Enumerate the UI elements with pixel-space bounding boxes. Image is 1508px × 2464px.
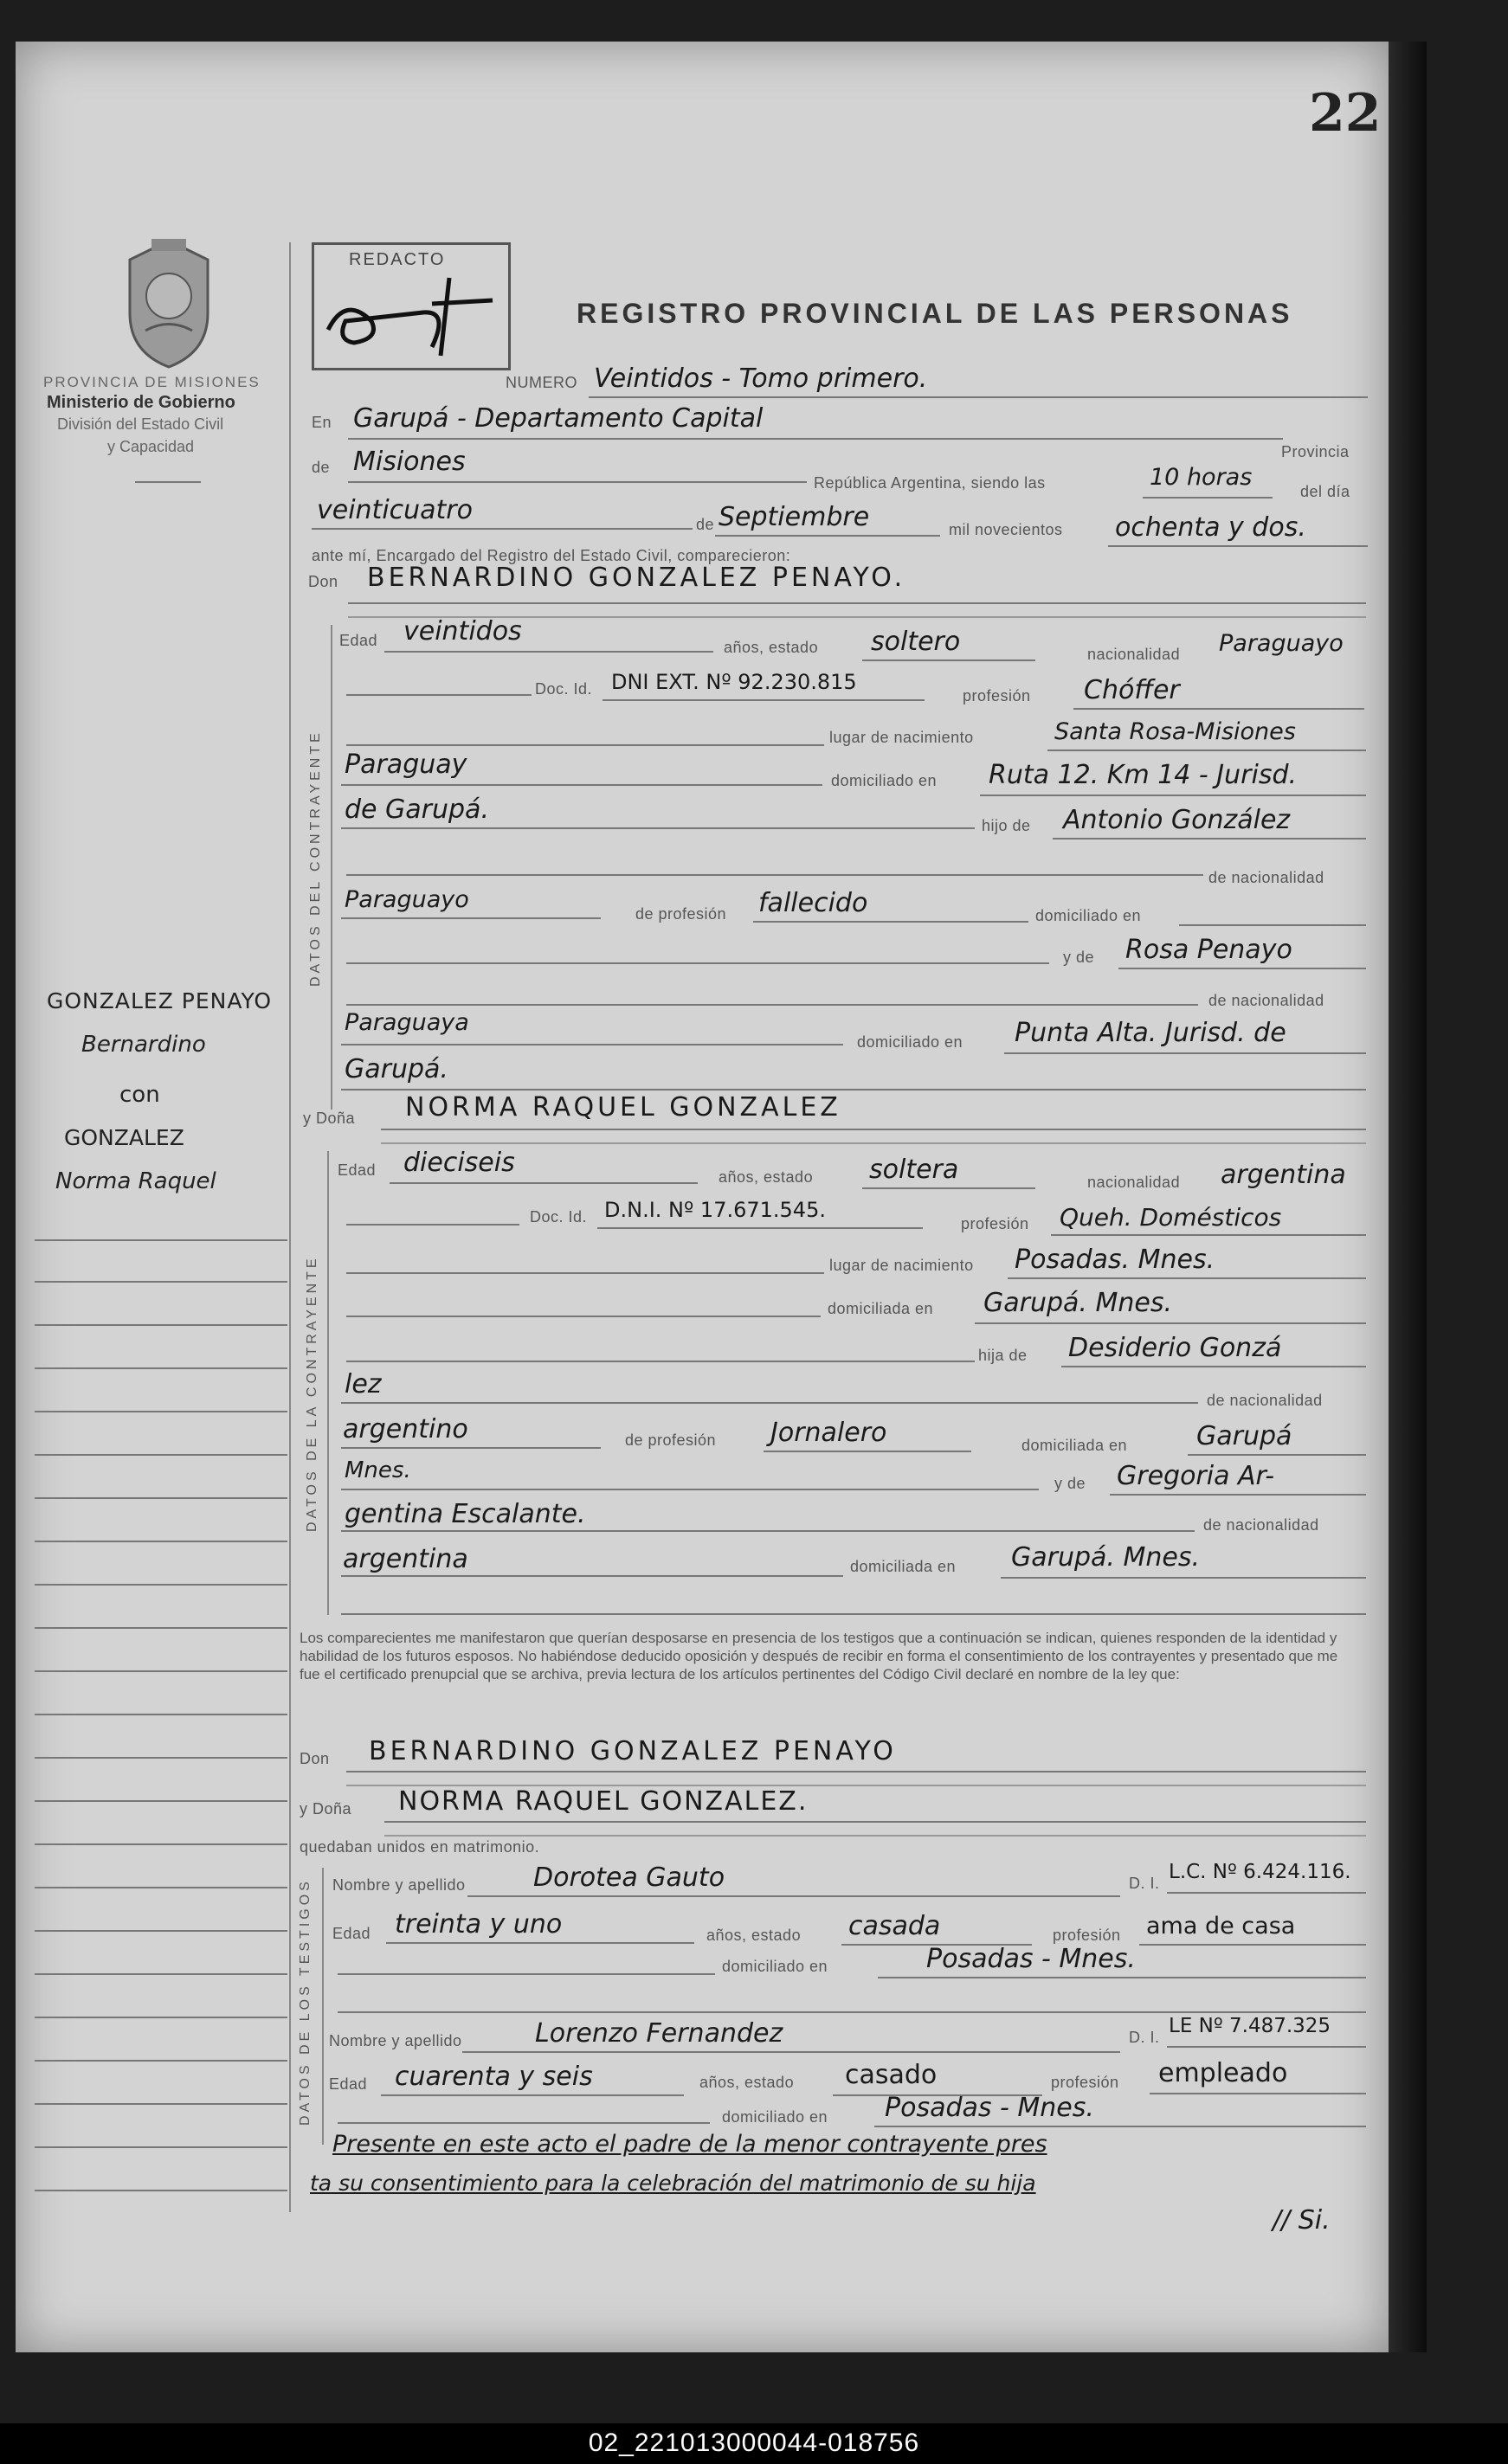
testigos-bracket — [322, 1868, 324, 2145]
a-end-line — [341, 1613, 1366, 1615]
margin-rule — [35, 1541, 287, 1542]
c-domicilio-line — [980, 795, 1366, 796]
margin-rule — [35, 1411, 287, 1412]
c-lugar2-line — [341, 784, 822, 786]
c-hijo-label: hijo de — [982, 817, 1031, 834]
don-line — [348, 602, 1366, 604]
c-edad-value: veintidos — [403, 616, 522, 647]
contrayente-bracket — [331, 625, 332, 1110]
a-domicilio-pre-line — [346, 1316, 821, 1317]
a-dom-label: domiciliada en — [1021, 1437, 1128, 1454]
margin-rule — [35, 1757, 287, 1759]
t2-edad-label: Edad — [329, 2075, 368, 2093]
dia-value: veinticuatro — [317, 495, 473, 525]
a-padre-nac-value: argentino — [343, 1414, 468, 1444]
margin-rule — [35, 1627, 287, 1629]
a-madre-line — [1110, 1494, 1366, 1496]
c-domicilio-value: Ruta 12. Km 14 - Jurisd. — [989, 760, 1298, 790]
a-domicilio-line — [975, 1322, 1366, 1324]
don-value: BERNARDINO GONZALEZ PENAYO. — [367, 563, 906, 593]
document-title: REGISTRO PROVINCIAL DE LAS PERSONAS — [577, 298, 1293, 329]
c-madre-dom-label: domiciliado en — [857, 1033, 963, 1051]
c-end-line — [341, 1089, 1366, 1090]
t2-nombre-label: Nombre y apellido — [329, 2032, 462, 2049]
decl-don-value: BERNARDINO GONZALEZ PENAYO — [369, 1736, 897, 1766]
book-binding — [1389, 42, 1427, 2352]
t2-nombre-line — [462, 2051, 1120, 2053]
c-lugar-value: Santa Rosa-Misiones — [1054, 718, 1296, 745]
c-madre-value: Rosa Penayo — [1125, 935, 1292, 965]
ministry-line-4: y Capacidad — [107, 438, 195, 455]
t2-dom-line — [874, 2126, 1366, 2127]
c-padre-dom-line — [1179, 924, 1366, 926]
a-de-prof-label: de profesión — [625, 1431, 717, 1449]
c-profesion-label: profesión — [963, 687, 1031, 704]
c-madre-dom-line — [1004, 1052, 1366, 1054]
a-edad-value: dieciseis — [403, 1148, 515, 1178]
a-anos-label: años, estado — [719, 1168, 814, 1186]
a-lugar-label: lugar de nacimiento — [829, 1257, 974, 1274]
a-madre-de-nac-label: de nacionalidad — [1203, 1516, 1319, 1534]
a-profesion-label: profesión — [961, 1215, 1029, 1232]
c-anos-label: años, estado — [724, 639, 819, 656]
margin-note-line-4: GONZALEZ — [64, 1125, 184, 1150]
a-doc-pre-line — [346, 1224, 519, 1226]
coat-of-arms-emblem — [113, 235, 225, 374]
c-doc-label: Doc. Id. — [535, 680, 593, 698]
decl-dona-line — [384, 1821, 1366, 1823]
a-padre2-line — [341, 1402, 1198, 1404]
decl-don-line — [346, 1771, 1366, 1772]
margin-rule — [35, 1714, 287, 1715]
ante-text: ante mí, Encargado del Registro del Estado Civil, comparecieron: — [312, 547, 791, 564]
t2-edad-line — [381, 2094, 684, 2096]
margin-note-line-5: Norma Raquel — [55, 1168, 216, 1194]
hora-line — [1143, 497, 1273, 499]
c-de-prof-label: de profesión — [635, 905, 727, 923]
a-lugar-pre-line — [346, 1272, 824, 1274]
a-profesion-line — [1051, 1234, 1366, 1236]
a-de-nac-label: de nacionalidad — [1207, 1392, 1323, 1409]
a-nacionalidad-label: nacionalidad — [1087, 1174, 1181, 1191]
a-domicilio-label: domiciliada en — [828, 1300, 934, 1317]
page-number: 22 — [1309, 83, 1382, 144]
c-estado-line — [862, 659, 1035, 661]
margin-rule — [35, 1367, 287, 1369]
signature-scribble — [319, 261, 501, 364]
margin-rule — [35, 2190, 287, 2191]
nota-line-1: Presente en este acto el padre de la menor contrayente pres — [332, 2131, 1047, 2158]
c-padre-prof-value: fallecido — [758, 888, 868, 918]
nota-line-3: // Si. — [1273, 2205, 1331, 2236]
stamp-label: REDACTO — [349, 250, 446, 269]
a-estado-value: soltera — [869, 1155, 959, 1185]
margin-rule — [35, 1497, 287, 1499]
a-doc-value: D.N.I. Nº 17.671.545. — [604, 1198, 826, 1222]
c-estado-value: soltero — [871, 627, 961, 657]
t2-profesion-label: profesión — [1051, 2074, 1119, 2091]
testigos-vertical-label: DATOS DE LOS TESTIGOS — [298, 1878, 313, 2126]
numero-label: NUMERO — [506, 374, 577, 391]
margin-rule — [35, 1843, 287, 1845]
t2-di-label: D. I. — [1129, 2029, 1160, 2046]
margin-rule — [35, 1454, 287, 1456]
c-edad-line — [384, 651, 713, 653]
mil-label: mil novecientos — [949, 521, 1063, 538]
c-doc-line — [603, 699, 925, 701]
c-padre-value: Antonio González — [1063, 805, 1291, 835]
t2-dom-label: domiciliado en — [722, 2108, 828, 2126]
a-hija-label: hija de — [978, 1347, 1028, 1364]
a-padre-nac-line — [341, 1447, 601, 1449]
a-madre-value: Gregoria Ar- — [1117, 1461, 1275, 1491]
t1-end-line — [338, 2011, 1366, 2013]
t2-profesion-value: empleado — [1158, 2058, 1288, 2088]
contrayenta-bracket — [327, 1151, 329, 1615]
a-lugar-value: Posadas. Mnes. — [1015, 1245, 1215, 1275]
margin-rule — [35, 1887, 287, 1888]
t1-dom-label: domiciliado en — [722, 1958, 828, 1975]
a-domicilio-value: Garupá. Mnes. — [983, 1288, 1172, 1318]
a-madre-pre-line — [341, 1489, 1039, 1490]
c-madre-nac-line — [341, 1044, 843, 1045]
t1-profesion-value: ama de casa — [1146, 1913, 1296, 1940]
contrayenta-name-line-2 — [381, 1142, 1366, 1144]
ministry-rule — [135, 481, 201, 483]
en-label: En — [312, 414, 332, 431]
a-padre-value: Desiderio Gonzá — [1068, 1333, 1282, 1363]
t1-edad-value: treinta y uno — [395, 1909, 563, 1940]
t1-edad-label: Edad — [332, 1925, 371, 1942]
de-line — [348, 481, 807, 483]
margin-note-line-3: con — [119, 1082, 160, 1108]
c-y-de-label: y de — [1063, 949, 1095, 966]
margin-rule — [35, 1239, 287, 1241]
t2-estado-value: casado — [845, 2060, 938, 2090]
a-madre2-line — [341, 1530, 1195, 1532]
del-dia-label: del día — [1300, 483, 1350, 500]
a-madre-value-2: gentina Escalante. — [345, 1499, 586, 1529]
t2-nombre-value: Lorenzo Fernandez — [535, 2018, 783, 2049]
a-padre-dom-line — [1188, 1454, 1366, 1456]
c-nacionalidad-value: Paraguayo — [1219, 630, 1344, 657]
a-madre-nac-line — [341, 1575, 843, 1577]
margin-divider — [289, 242, 291, 2212]
anio-line — [1108, 545, 1368, 547]
a-y-de-label: y de — [1054, 1475, 1086, 1492]
margin-rule — [35, 1973, 287, 1975]
don-label: Don — [308, 573, 338, 590]
t1-dom-line — [878, 1977, 1366, 1978]
margin-rule — [35, 2017, 287, 2018]
c-madre-dom-value-2: Garupá. — [345, 1054, 448, 1084]
t1-dom-pre-line — [338, 1973, 715, 1975]
margin-rule — [35, 1930, 287, 1932]
t1-profesion-line — [1139, 1944, 1366, 1946]
decl-dona-value: NORMA RAQUEL GONZALEZ. — [398, 1786, 809, 1817]
decl-don-label: Don — [300, 1750, 330, 1767]
contrayenta-name-line — [381, 1129, 1366, 1130]
a-doc-line — [597, 1227, 923, 1229]
c-padre-nac-pre-line — [346, 874, 1203, 876]
a-madre-dom-label: domiciliada en — [850, 1558, 957, 1575]
t1-estado-value: casada — [848, 1911, 941, 1941]
c-madre-nac-pre-line — [346, 1004, 1198, 1006]
ministry-line-1: PROVINCIA DE MISIONES — [43, 374, 261, 390]
a-doc-label: Doc. Id. — [530, 1208, 588, 1226]
a-padre-prof-line — [764, 1451, 971, 1452]
t2-di-value: LE Nº 7.487.325 — [1169, 2015, 1331, 2037]
margin-rule — [35, 1281, 287, 1283]
c-doc-pre-line — [346, 694, 532, 696]
a-edad-label: Edad — [338, 1161, 377, 1179]
c-padre-nac-line — [341, 917, 601, 919]
t1-nombre-line — [467, 1895, 1120, 1897]
a-madre-nac-value: argentina — [343, 1544, 468, 1574]
a-padre-line — [1061, 1366, 1366, 1367]
decl-dona-label: y Doña — [300, 1800, 352, 1817]
a-nacionalidad-value: argentina — [1221, 1160, 1346, 1190]
c-profesion-value: Chóffer — [1084, 675, 1180, 705]
margin-rule — [35, 1584, 287, 1586]
provincia-label: Provincia — [1281, 443, 1350, 460]
margin-rule — [35, 2103, 287, 2105]
de-label: de — [312, 459, 331, 476]
contrayente-vertical-label: DATOS DEL CONTRAYENTE — [308, 730, 323, 987]
t2-dom-value: Posadas - Mnes. — [885, 2093, 1094, 2123]
t1-nombre-label: Nombre y apellido — [332, 1876, 466, 1894]
c-profesion-line — [1073, 708, 1364, 710]
y-dona-label: y Doña — [303, 1110, 356, 1127]
c-edad-label: Edad — [339, 632, 378, 649]
c-padre-nac-value: Paraguayo — [345, 886, 469, 913]
t1-di-line — [1167, 1892, 1366, 1894]
de2-label: de — [696, 516, 715, 533]
margin-note-line-1: GONZALEZ PENAYO — [47, 988, 273, 1013]
c-domicilio2-line — [341, 827, 975, 829]
margin-rule — [35, 1670, 287, 1672]
t1-nombre-value: Dorotea Gauto — [533, 1862, 725, 1893]
t1-profesion-label: profesión — [1053, 1927, 1121, 1944]
c-doc-value: DNI EXT. Nº 92.230.815 — [611, 670, 857, 694]
c-madre-line — [1118, 968, 1366, 969]
redacto-stamp — [312, 242, 511, 370]
t2-edad-value: cuarenta y seis — [395, 2062, 593, 2092]
c-dom-label: domiciliado en — [1035, 907, 1142, 924]
mes-line — [715, 535, 940, 537]
numero-line — [589, 396, 1368, 398]
c-madre-nac-value: Paraguaya — [345, 1009, 469, 1036]
ministry-line-3: División del Estado Civil — [57, 415, 224, 433]
c-domicilio-value-2: de Garupá. — [345, 795, 489, 825]
margin-rule — [35, 1324, 287, 1326]
a-estado-line — [862, 1187, 1035, 1189]
republica-label: República Argentina, siendo las — [814, 474, 1046, 492]
en-value: Garupá - Departamento Capital — [353, 403, 764, 434]
c-madre-de-nac-label: de nacionalidad — [1208, 992, 1324, 1009]
c-padre-line — [1053, 838, 1366, 840]
t1-di-label: D. I. — [1129, 1875, 1160, 1892]
declaration-paragraph: Los comparecientes me manifestaron que querían desposarse en presencia de los testigos que a continuación se indican, quienes responden de la identidad y habilidad de los futuros esposos. No habiéndose deducido oposición y después de recibir en forma el consentimiento de los contrayentes y presentado que me fue el certificado prenupcial que se archiva, previa lectura de los artículos pertinentes del Código Civil declaré en nombre de la ley que: — [300, 1630, 1338, 1682]
margin-rule — [35, 2146, 287, 2148]
a-padre-value-2: lez — [345, 1369, 382, 1399]
t1-edad-line — [386, 1942, 694, 1944]
c-domicilio-label: domiciliado en — [831, 772, 938, 789]
ministry-line-2: Ministerio de Gobierno — [47, 393, 235, 412]
contrayenta-vertical-label: DATOS DE LA CONTRAYENTE — [305, 1255, 319, 1532]
c-padre-prof-line — [753, 921, 1028, 923]
a-profesion-value: Queh. Domésticos — [1060, 1203, 1282, 1232]
contrayenta-name: NORMA RAQUEL GONZALEZ — [405, 1092, 841, 1123]
margin-note-line-2: Bernardino — [81, 1032, 206, 1058]
c-madre-dom-value: Punta Alta. Jurisd. de — [1015, 1018, 1286, 1048]
c-lugar-pre-line — [346, 744, 824, 746]
c-madre-pre-line — [346, 962, 1049, 964]
anio-value: ochenta y dos. — [1115, 512, 1306, 543]
c-nacionalidad-label: nacionalidad — [1087, 646, 1181, 663]
unidos-text: quedaban unidos en matrimonio. — [300, 1838, 540, 1856]
a-madre-dom-line — [1001, 1577, 1366, 1579]
mes-value: Septiembre — [719, 502, 870, 532]
de-value: Misiones — [353, 447, 466, 477]
hora-value: 10 horas — [1150, 464, 1253, 491]
t2-profesion-line — [1150, 2093, 1366, 2094]
c-lugar-line — [1047, 749, 1366, 751]
a-padre-prof-value: Jornalero — [770, 1418, 887, 1448]
decl-dona-line-2 — [384, 1835, 1366, 1837]
a-edad-line — [390, 1182, 698, 1184]
dia-line — [312, 528, 693, 530]
a-lugar-line — [1008, 1277, 1366, 1279]
a-padre-pre-line — [346, 1361, 975, 1362]
footer-code: 02_221013000044-018756 — [588, 2429, 920, 2457]
t2-dom-pre-line — [338, 2122, 710, 2124]
c-lugar-label: lugar de nacimiento — [829, 729, 974, 746]
a-padre-dom-value: Garupá — [1196, 1421, 1292, 1451]
t2-anos-label: años, estado — [699, 2074, 795, 2091]
a-madre-dom-value: Garupá. Mnes. — [1011, 1542, 1200, 1573]
t1-dom-value: Posadas - Mnes. — [926, 1944, 1136, 1974]
t1-anos-label: años, estado — [706, 1927, 802, 1944]
margin-rule — [35, 2060, 287, 2062]
numero-value: Veintidos - Tomo primero. — [594, 363, 928, 394]
c-lugar-value-2: Paraguay — [345, 749, 467, 780]
t1-di-value: L.C. Nº 6.424.116. — [1169, 1861, 1351, 1883]
margin-rule — [35, 1800, 287, 1802]
c-de-nac-label: de nacionalidad — [1208, 869, 1324, 886]
en-line — [348, 438, 1283, 440]
a-padre-dom-value-2: Mnes. — [345, 1457, 411, 1483]
t2-di-line — [1167, 2046, 1366, 2048]
nota-line-2: ta su consentimiento para la celebración del matrimonio de su hija — [310, 2171, 1036, 2196]
